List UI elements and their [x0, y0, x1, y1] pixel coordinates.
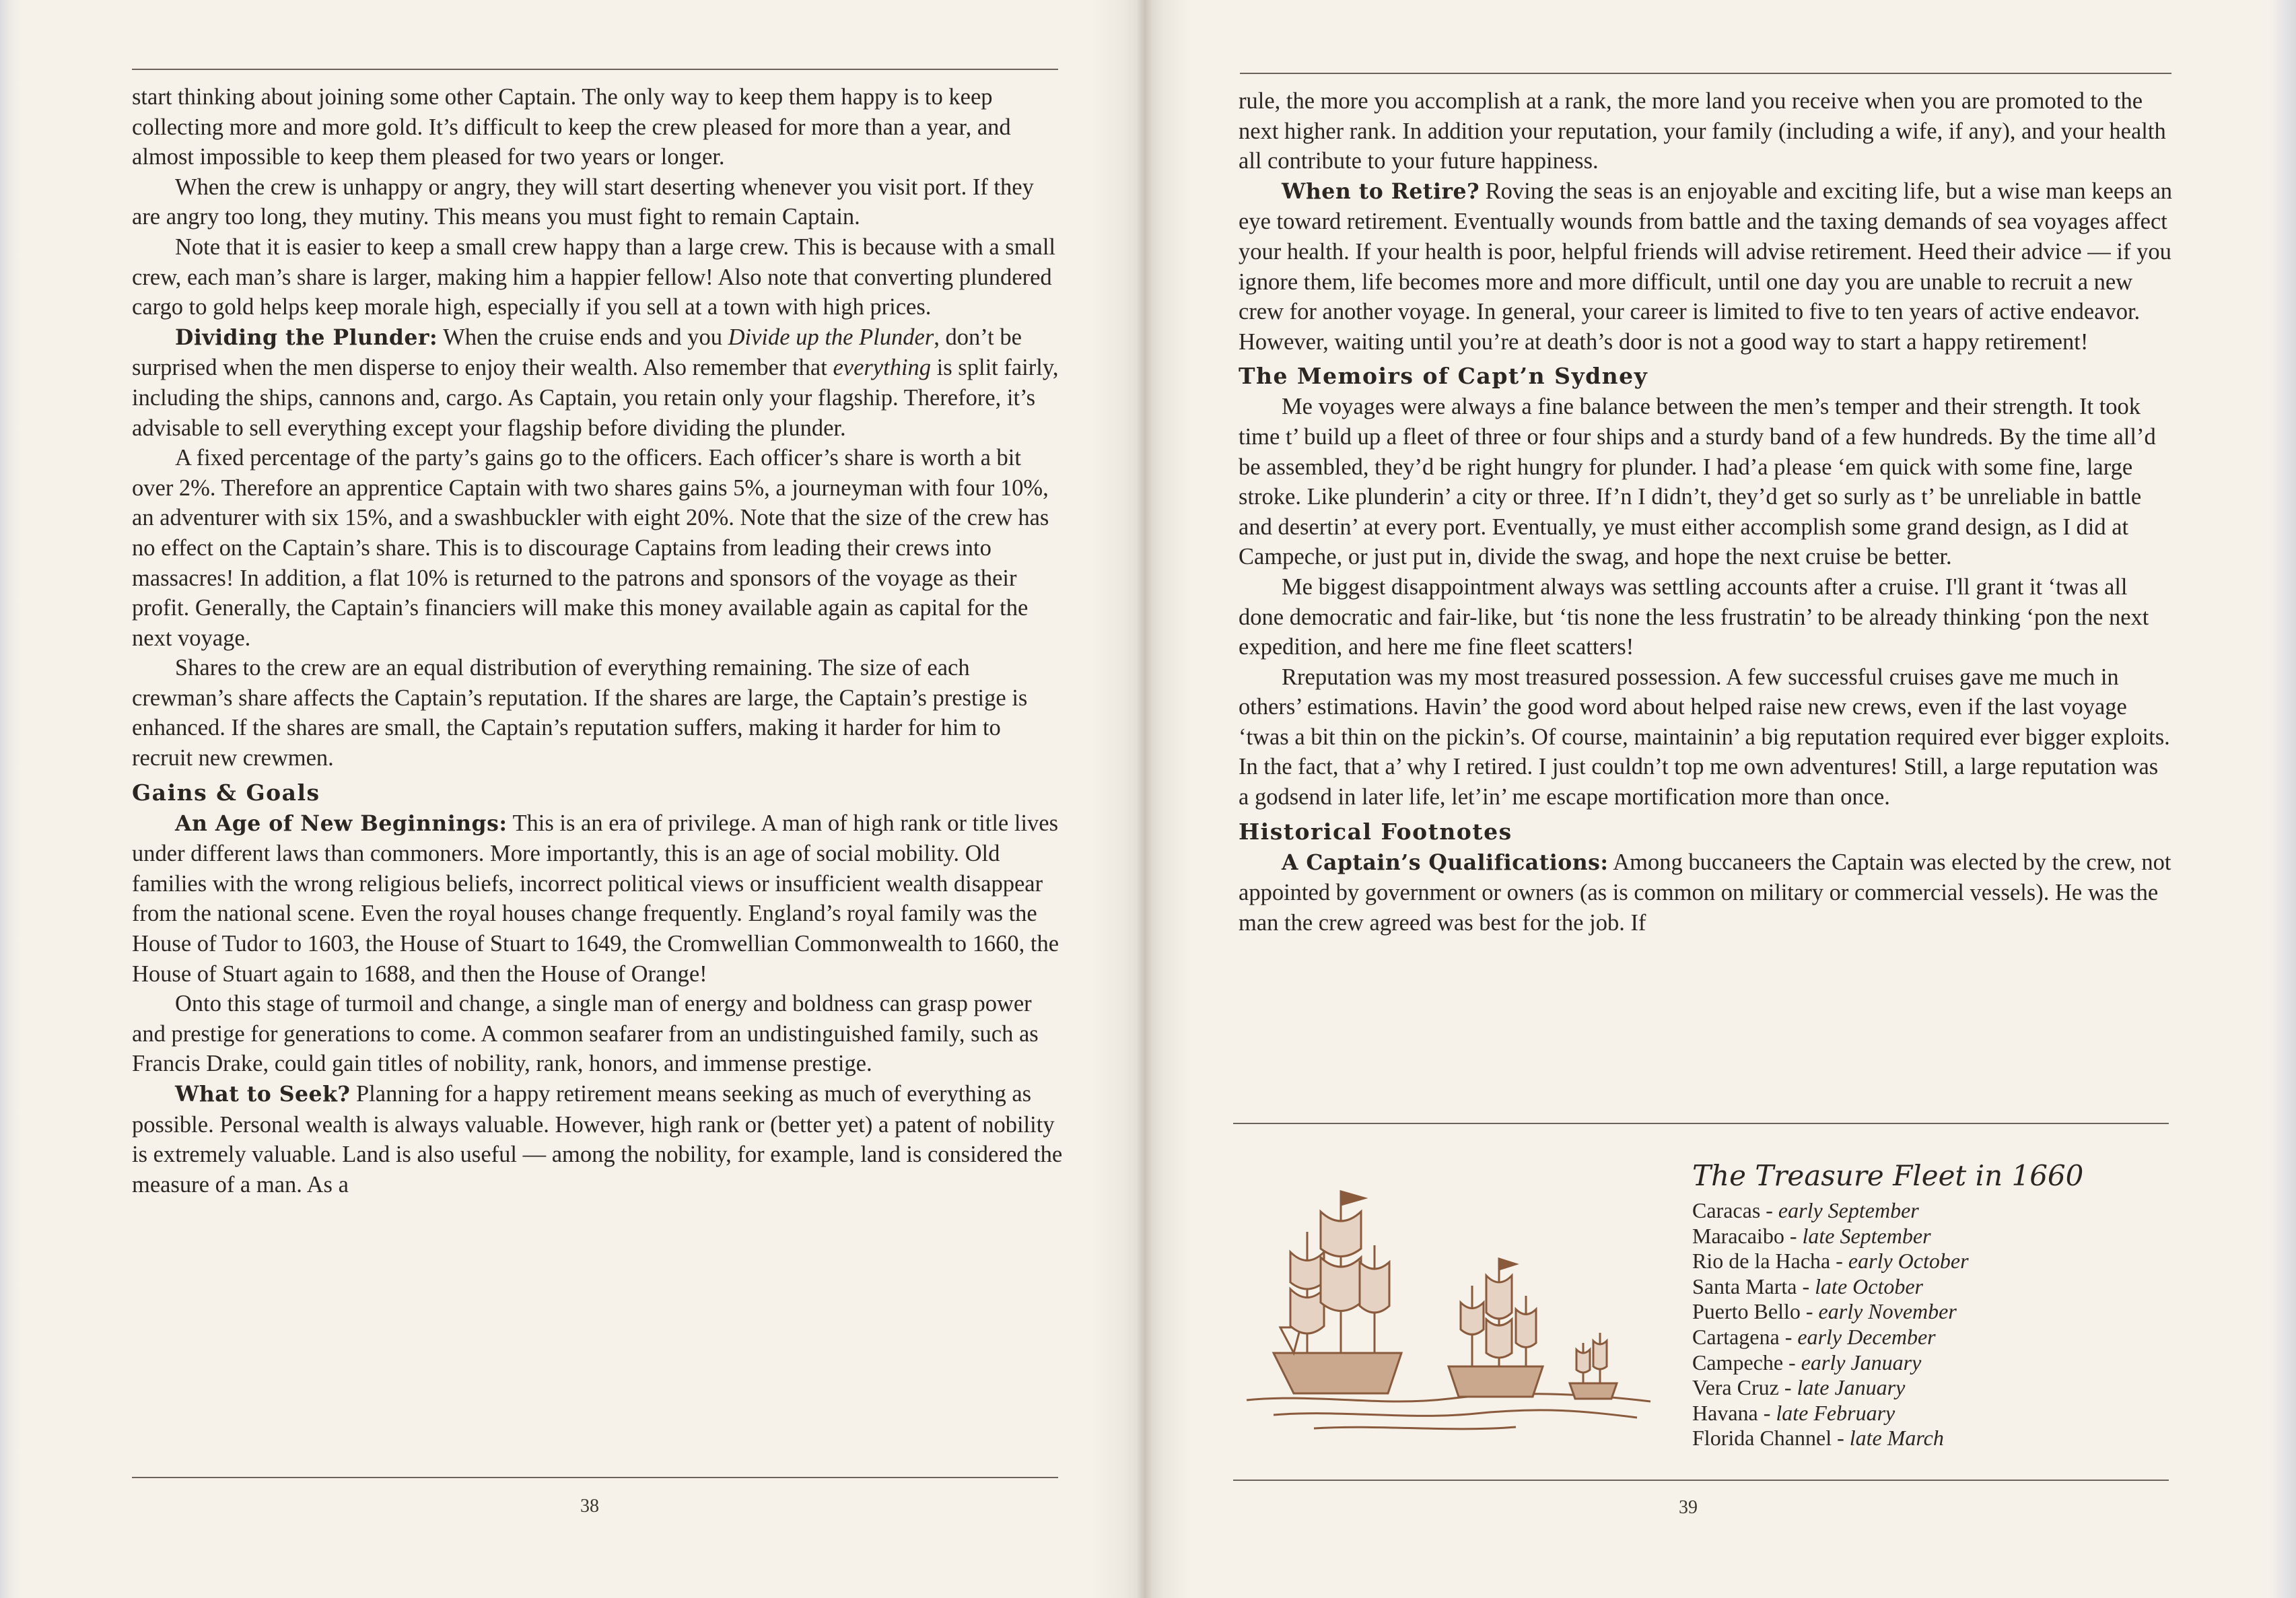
left-top-rule — [132, 69, 1058, 70]
list-item: Havana - late February — [1692, 1400, 1895, 1425]
list-item: Vera Cruz - late January — [1692, 1375, 1906, 1400]
list-item: Caracas - early September — [1692, 1198, 1919, 1222]
paragraph: Note that it is easier to keep a small crew happy than a large crew. This is because with a small crew, each man’s share is larger, making him a happier fellow! Also note that converting plundered cargo to gold helps keep morale high, especially if you sell at a town with high prices. — [132, 234, 1056, 320]
lead-when-to-retire: When to Retire? — [1282, 178, 1480, 204]
paragraph: A fixed percentage of the party’s gains go to the officers. Each officer’s share is worth a bit over 2%. Therefore an apprentice Captain with two shares gains 5%, a journeyman with four 10%, an adventurer with six 15%, and a swashbuckler with eight 20%. Note that the size of the crew has no effect on the Captain’s share. This is to discourage Captains from leading their crews into massacres! In addition, a flat 10% is returned to the patrons and sponsors of the voyage as their profit. Generally, the Captain’s financiers will make this money available again as capital for the next voyage. — [132, 445, 1049, 651]
paragraph: When the crew is unhappy or angry, they will start deserting whenever you visit port. If they are angry too long, they mutiny. This means you must fight to remain Captain. — [132, 174, 1034, 230]
paragraph-captain-qualifications: A Captain’s Qualifications: Among buccaneers the Captain was elected by the crew, not appointed by government or owners (as is common on military or commercial vessels). He was the man the crew agreed was best for the job. If — [1239, 849, 2171, 936]
heading-historical-footnotes: Historical Footnotes — [1239, 818, 1512, 845]
paragraph: Me biggest disappointment always was settling accounts after a cruise. I'll grant it ‘twas all done democratic and fair-like, but ‘tis none the less frustratin’ to be already thinking ‘pon the next expedition, and here me fine fleet scatters! — [1239, 574, 2149, 660]
lead-new-beginnings: An Age of New Beginnings: — [175, 810, 508, 836]
list-item: Florida Channel - late March — [1692, 1426, 1944, 1451]
left-bottom-rule — [132, 1477, 1058, 1478]
paragraph-new-beginnings: An Age of New Beginnings: This is an era of privilege. A man of high rank or title lives under different laws than commoners. More importantly, this is an age of social mobility. Old families with the wrong religious beliefs, incorrect political views or insufficient wealth disappear from the national scene. Even the royal houses change frequently. England’s royal family was the House of Tudor to 1603, the House of Stuart to 1649, the Cromwellian Commonwealth to 1660, the House of Stuart again to 1688, and then the House of Orange! — [132, 810, 1059, 987]
paragraph: Shares to the crew are an equal distribution of everything remaining. The size of each crewman’s share affects the Captain’s reputation. If the shares are large, the Captain’s prestige is enhanced. If the shares are small, the Captain’s reputation suffers, making it harder for him to recruit new crewmen. — [132, 655, 1028, 771]
heading-memoirs: The Memoirs of Capt’n Sydney — [1239, 363, 1648, 390]
paragraph: Rreputation was my most treasured possession. A few successful cruises gave me much in others’ estimations. Havin’ the good word about helped raise new crews, even if the last voyage ‘twas a bit thin on the pickin’s. Of course, maintainin’ a big reputation required ever bigger exploits. In the fact, that a’ why I retired. I just couldn’t top me own adventures! Still, a large reputation was a godsend in later life, let’in’ me escape mortification more than once. — [1239, 664, 2170, 810]
treasure-fleet-list — [1692, 1198, 1969, 1451]
paragraph: Onto this stage of turmoil and change, a single man of energy and boldness can grasp power and prestige for generations to come. A common seafarer from an undistinguished family, such as Francis Drake, could gain titles of nobility, rank, honors, and immense prestige. — [132, 991, 1039, 1077]
page-number-right: 39 — [1679, 1497, 1698, 1518]
book-gutter — [1138, 0, 1152, 1598]
list-item: Rio de la Hacha - early October — [1692, 1249, 1969, 1274]
list-item: Maracaibo - late September — [1692, 1223, 1931, 1248]
lead-captain-qualifications: A Captain’s Qualifications: — [1282, 849, 1609, 875]
heading-gains-goals: Gains & Goals — [132, 779, 320, 806]
paragraph: rule, the more you accomplish at a rank, the more land you receive when you are promoted to the next higher rank. In addition your reputation, your family (including a wife, if any), and your health all contribute to your future happiness. — [1239, 88, 2166, 174]
galleon-fleet-illustration — [1233, 1151, 1664, 1440]
list-item: Santa Marta - late October — [1692, 1274, 1923, 1298]
right-top-rule — [1240, 73, 2171, 74]
page-number-left: 38 — [580, 1496, 599, 1517]
paragraph: Me voyages were always a fine balance between the men’s temper and their strength. It took time t’ build up a fleet of three or four ships and a sturdy band of a few hundreds. By the time all’d be assembled, they’d be right hungry for plunder. I had’a please ‘em quick with some fine, large stroke. Like plunderin’ a city or three. If’n I didn’t, they’d get so surly as t’ be unreliable in battle and desertin’ at every port. Eventually, ye must either accomplish some grand design, as I did at Campeche, or just put in, divide the swag, and hope the next cruise be better. — [1239, 394, 2156, 570]
paragraph-dividing-plunder: Dividing the Plunder: When the cruise ends and you Divide up the Plunder, don’t be surprised when the men disperse to enjoy their wealth. Also remember that everything is split fairly, including the ships, cannons and, cargo. As Captain, you retain only your flagship. Therefore, it’s advisable to sell everything except your flagship before dividing the plunder. — [132, 324, 1059, 441]
treasure-fleet-title: The Treasure Fleet in 1660 — [1692, 1159, 2084, 1192]
treasure-fleet-sidebar — [1233, 1124, 2095, 1467]
lead-dividing-plunder: Dividing the Plunder: — [175, 324, 438, 350]
left-text-column — [132, 82, 1064, 1200]
list-item: Cartagena - early December — [1692, 1324, 1936, 1349]
list-item: Campeche - early January — [1692, 1350, 1922, 1375]
list-item: Puerto Bello - early November — [1692, 1299, 1957, 1324]
lead-what-to-seek: What to Seek? — [175, 1082, 351, 1107]
paragraph: start thinking about joining some other Captain. The only way to keep them happy is to keep collecting more and more gold. It’s difficult to keep the crew pleased for more than a year, and almost impossible to keep them pleased for two years or longer. — [132, 84, 1011, 170]
right-text-column — [1239, 86, 2173, 938]
paragraph-what-to-seek: What to Seek? Planning for a happy retirement means seeking as much of everything as possible. Personal wealth is always valuable. However, high rank or (better yet) a patent of nobility is extremely valuable. Land is also useful — among the nobility, for example, land is considered the measure of a man. As a — [132, 1081, 1063, 1197]
paragraph-when-to-retire: When to Retire? Roving the seas is an enjoyable and exciting life, but a wise man keeps an eye toward retirement. Eventually wounds from battle and the taxing demands of sea voyages affect your health. If your health is poor, helpful friends will advise retirement. Heed their advice — if you ignore them, life becomes more and more difficult, until one day you are unable to recruit a new crew for another voyage. In general, your career is limited to five to ten years of active endeavor. However, waiting until you’re at death’s door is not a good way to start a happy retirement! — [1239, 178, 2173, 355]
right-bottom-rule — [1233, 1480, 2169, 1481]
